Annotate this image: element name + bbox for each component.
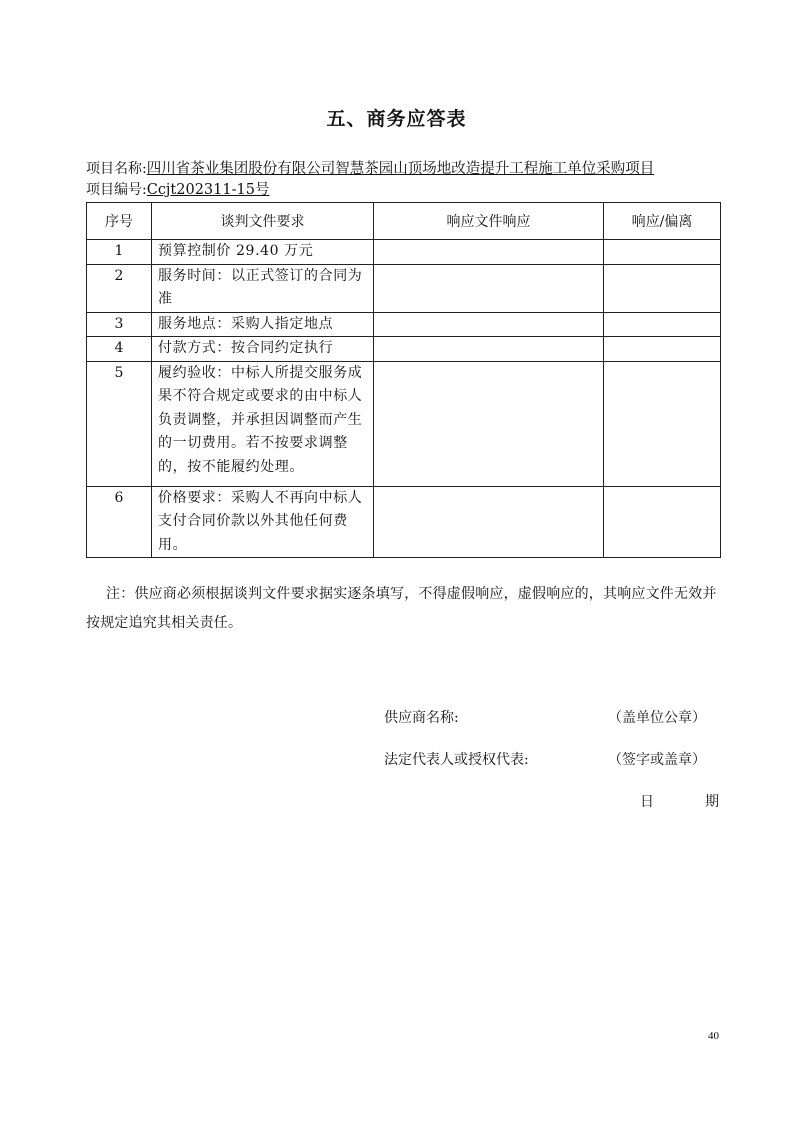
table-header-row (87, 203, 721, 240)
project-name-label: 项目名称: (86, 161, 147, 177)
date-label-period: 期 (705, 794, 719, 810)
row-deviation-cell[interactable] (604, 240, 721, 265)
row-requirement: 付款方式：按合同约定执行 (152, 337, 374, 362)
header-no: 序号 (87, 203, 152, 240)
row-deviation-cell[interactable] (604, 264, 721, 312)
table-row (87, 486, 721, 558)
row-no: 3 (87, 312, 152, 337)
table-row (87, 337, 721, 362)
row-response-cell[interactable] (374, 361, 604, 486)
row-deviation-cell[interactable] (604, 312, 721, 337)
representative-label: 法定代表人或授权代表: (384, 752, 529, 768)
row-requirement: 服务地点：采购人指定地点 (152, 312, 374, 337)
project-name-value: 四川省茶业集团股份有限公司智慧茶园山顶场地改造提升工程施工单位采购项目 (146, 161, 655, 177)
row-response-cell[interactable] (374, 337, 604, 362)
project-code-value: Ccjt202311-15号 (146, 182, 270, 198)
response-table (86, 202, 721, 558)
row-deviation-cell[interactable] (604, 337, 721, 362)
header-response: 响应文件响应 (374, 203, 604, 240)
header-requirement: 谈判文件要求 (152, 203, 374, 240)
row-no: 1 (87, 240, 152, 265)
row-no: 6 (87, 486, 152, 558)
page-number: 40 (708, 1030, 719, 1042)
table-row (87, 361, 721, 486)
row-requirement: 履约验收：中标人所提交服务成果不符合规定或要求的由中标人负责调整，并承担因调整而产生的一切费用。若不按要求调整的，按不能履约处理。 (152, 361, 374, 486)
row-no: 2 (87, 264, 152, 312)
representative-sign-hint: （签字或盖章） (608, 752, 706, 768)
header-deviation: 响应/偏离 (604, 203, 721, 240)
row-deviation-cell[interactable] (604, 486, 721, 558)
project-code-line (86, 181, 269, 199)
supplier-name-label: 供应商名称: (384, 710, 459, 726)
table-row (87, 312, 721, 337)
row-response-cell[interactable] (374, 486, 604, 558)
row-response-cell[interactable] (374, 264, 604, 312)
date-label-day: 日 (640, 794, 654, 810)
row-requirement: 服务时间：以正式签订的合同为准 (152, 264, 374, 312)
row-response-cell[interactable] (374, 312, 604, 337)
row-requirement: 预算控制价 29.40 万元 (152, 240, 374, 265)
table-row (87, 264, 721, 312)
project-code-label: 项目编号: (86, 182, 147, 198)
row-no: 4 (87, 337, 152, 362)
row-requirement: 价格要求：采购人不再向中标人支付合同价款以外其他任何费用。 (152, 486, 374, 558)
table-row (87, 240, 721, 265)
project-name-line (86, 160, 654, 178)
row-no: 5 (87, 361, 152, 486)
row-response-cell[interactable] (374, 240, 604, 265)
disclaimer-note: 注：供应商必须根据谈判文件要求据实逐条填写，不得虚假响应，虚假响应的，其响应文件无效并按规定追究其相关责任。 (86, 586, 717, 631)
supplier-seal-hint: （盖单位公章） (608, 710, 706, 726)
row-deviation-cell[interactable] (604, 361, 721, 486)
page-title: 五、商务应答表 (326, 108, 467, 130)
